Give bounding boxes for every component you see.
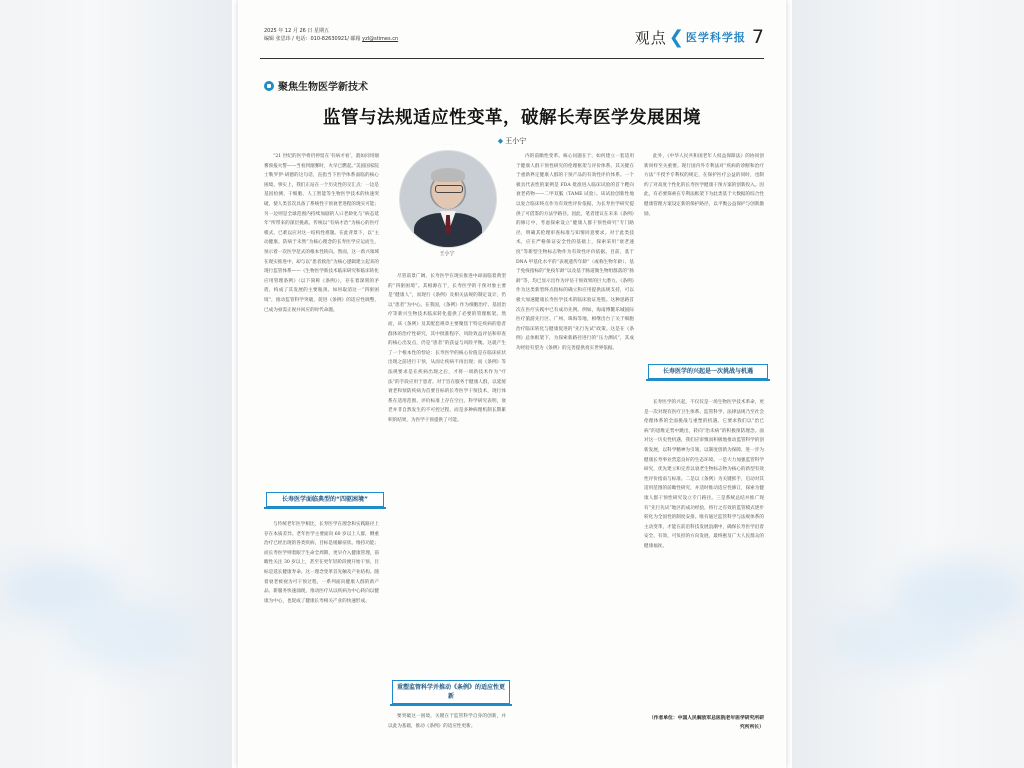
article-column-3: 内的前瞻性变革。核心问题在于，如何建立一套适用于健康人群干预性研究的伦理框架与评价体系。其关键在于重新界定健康人群的干预产品的有效性评价体系。一个极具代表性的案例是 FDA 批准进入临床试验的首个靶向衰老药物——二甲双胍（TAME 试验）。该试验创新性地以复合临床终点作为有效性评价依据，为长寿医学研究提供了可借鉴的方法学路径。因此，笔者建议在未来《条例》的修订中，考虑探索设立“健康人群干预性研究”专门路径，明确其伦理审查标准与知情同意要求。对于此类技术，应在严格保证安全性的基础上，探索采用“衰老速度”等新型生物标志物作为有效性评价依据。目前，基于 DNA 甲基化水平的“表观遗传年龄”（或称生物年龄）、基于免疫指标的“免疫年龄”以及基于肠道微生物组群落的“肠龄”等，均已显示出作为评估干预效果的巨大潜力。《条例》作为这类新型终点指标的确立和应用提供法规支持，可以极大加速健康长寿医学技术的临床验证进程。这种思路首次在医疗实践中已有成功先例。例如，海南博鳌乐城国际医疗旅游先行区、广州、珠海等地，相继出台了关于细胞治疗临床转化与健康促进的“先行先试”政策。这是在《条例》总体框架下，为探索新路径进行的“压力测试”，其成功经验有望为《条例》的完善提供真实世界依据。 xyxy=(516,154,634,351)
subhead-1: 长寿医学面临典型的“四驱困境” xyxy=(266,492,384,507)
article-column-2b: 要突破这一困境，关键在于监管科学自身的创新，并以此为基础，推动《条例》的适应性更新。 xyxy=(388,714,506,729)
header-meta xyxy=(264,27,398,43)
page-header-right xyxy=(635,26,764,48)
date-line: 2025 年 12 月 26 日 星期五 xyxy=(264,28,329,34)
article-column-4b: 长寿医学的兴起，不仅仅是一场生物医学技术革命，更是一次对现有医疗卫生体系、监管科学、法律法规乃至社会伦理体系的全面挑战与重塑的机遇。它要求我们以“治已病”的思维定势中跳出，转向“治未病”的积极预防理念。面对这一历史性机遇，我们应审慎而积极地推动监管科学的创新发展，以科学精神为引领，以制度创新为保障，进一步为健康长寿事业营造良好的生态环境。一是大力加强监管科学研究，优先建立和完善以衰老生物标志物为核心的新型有效性评价指南与标准。二是以《条例》为关键抓手，启动对其适用范围的前瞻性研究，并适时推动适应性修订，探索为健康人群干预性研究设立专门路径。三是系统总结并推广现有“先行先试”地区的成功经验，将行之有效的监管模式逐步转化为全国性的制度安排。唯有通过监管科学与法规体系的主动变革，才能在前沿科技发展浪潮中，确保长寿医学沿着安全、有效、可负担的方向发展，最终惠及广大人民群众的健康福祉。 xyxy=(644,400,764,549)
column-tag-icon xyxy=(264,81,274,91)
article-column-4: 此外，《中华人民共和国老年人权益保障法》的协同创新同样至关重要。现行国内外专利法对“疾病的诊断和治疗方法”不授予专利权的规定，在保护医疗公益的同时，也制约了对高度个性化的长寿医学健康干预方案的创新投入。因此，有必要探索在专利法框架下为此类基于大数据的综合性健康管理方案设定新的保护路径，以平衡公益保护与创新激励。 xyxy=(644,154,764,217)
chevron-left-icon: ❮ xyxy=(668,26,684,48)
column-tag-label: 聚焦生物医学新技术 xyxy=(278,82,368,93)
background-right xyxy=(792,0,1024,768)
article-column-2: 尽管前景广阔，长寿医学在现实推进中却面临着典型的“四驱困境”。其根源在于，长寿医学的干预对象主要是“健康人”，而现行《条例》及相关法规的制定设计，仍以“患者”为中心。在我国，《条例》作为细胞治疗、基因治疗等新兴生物技术临床转化提供了必要的管理框架。然而，该《条例》及其配套规章主要聚焦于特定疾病的患者群体的治疗性研究，其中批准程序、风险效益评估和审查的核心出发点，仍是“患者”的获益与风险平衡。这就产生了一个根本性的悖论：长寿医学的核心价值是在临床症状出现之前进行干预，从而让疾病不再出现；而《条例》等法规要求是在疾病出现之后，才将一项新技术作为“疗法”的手段应用于患者。对于旨在服务于健康人群，以延缓衰老和预防疾病为首要目标的长寿医学干预技术，现行体系在适用范围、评价标准上存在空白。科学研究表明，衰老并非自然发生的不可控过程，而是多种病理机制长期累积的结果，为医学干预提供了可能。 xyxy=(388,274,506,423)
article-column-1b: 与传统老年医学相比，长寿医学在理念和实践路径上存在本质差异。老年医学主要面向 60 岁以上人群，侧重治疗已经出现的各类疾病，目标是缓解症状、维持功能；而长寿医学则着眼于生命全周期，更早介入健康管理，前瞻性关注 30 岁以上，甚至在更年轻阶段便开始干预，目标是延长健康寿命。这一理念变革首先触及产业结构。随着衰老被视为可干预过程，一系列面向健康人群的新产品、新服务快速涌现，推动医疗从以疾病为中心转向以健康为中心，也促成了健康长寿相关产业的快速形成。 xyxy=(264,522,379,604)
photo-caption: 王小宁 xyxy=(439,251,455,257)
article-column-1: “21 世纪的医学将仍停留在‘有病才看’，就如同用烟雾预报火警——当看到烟雾时，火早已燃起。”美国国家院士勒罗伊·胡德的这句话，直指当下医学体系面临的核心困境。事实上，我们正站在一个历史性的交汇点：一边是基因检测、干细胞、人工智能等生物医学技术的快速突破，使人类首次具备了系统性干预衰老进程的现实可能；另一边则是全球范围内持续加剧的人口老龄化与“病态延年”所带来的深层挑战。传统以“有病才治”为核心的医疗模式，已难以应对这一结构性难题。在此背景下，以“主动健康、防病于未然”为核心理念的长寿医学应运而生，预示着一次医学范式的根本性转向。然而，这一新兴领域在现实推进中，却与以“患者救治”为核心逻辑建立起来的现行监管体系——《生物医学新技术临床研究和临床转化应用管理条例》（以下简称《条例》），存在着深刻的矛盾，构成了其发展的主要瓶颈。如何取消这一“四驱困境”，推动监管科学突破，促进《条例》的适应性调整，已成为亟需正视并回应的时代命题。 xyxy=(264,154,379,313)
background-left xyxy=(0,0,232,768)
author-affiliation: （作者单位：中国人民解放军总医院老年医学研究所研究所所长） xyxy=(648,716,764,730)
brand-logo: 医学科学报 xyxy=(685,31,746,44)
newspaper-page xyxy=(238,0,786,768)
page-number: 7 xyxy=(751,26,764,48)
author-photo xyxy=(399,150,497,248)
section-name: 观点 xyxy=(634,28,667,47)
editor-email[interactable]: yzl@stimes.cn xyxy=(362,36,399,42)
column-tag xyxy=(264,78,368,93)
author-name: 王小宁 xyxy=(505,137,527,145)
subhead-2: 重塑监管科学并推动《条例》的适应性更新 xyxy=(392,680,510,704)
article-headline: 监管与法规适应性变革，破解长寿医学发展困境 xyxy=(323,108,701,128)
subhead-3: 长寿医学的兴起是一次挑战与机遇 xyxy=(648,364,768,379)
header-divider xyxy=(260,58,764,59)
editor-line: 编辑 张思玮 / 电话：010-82630921/ 邮箱 xyxy=(264,36,361,42)
byline: ◆ 王小宁 xyxy=(497,137,527,145)
